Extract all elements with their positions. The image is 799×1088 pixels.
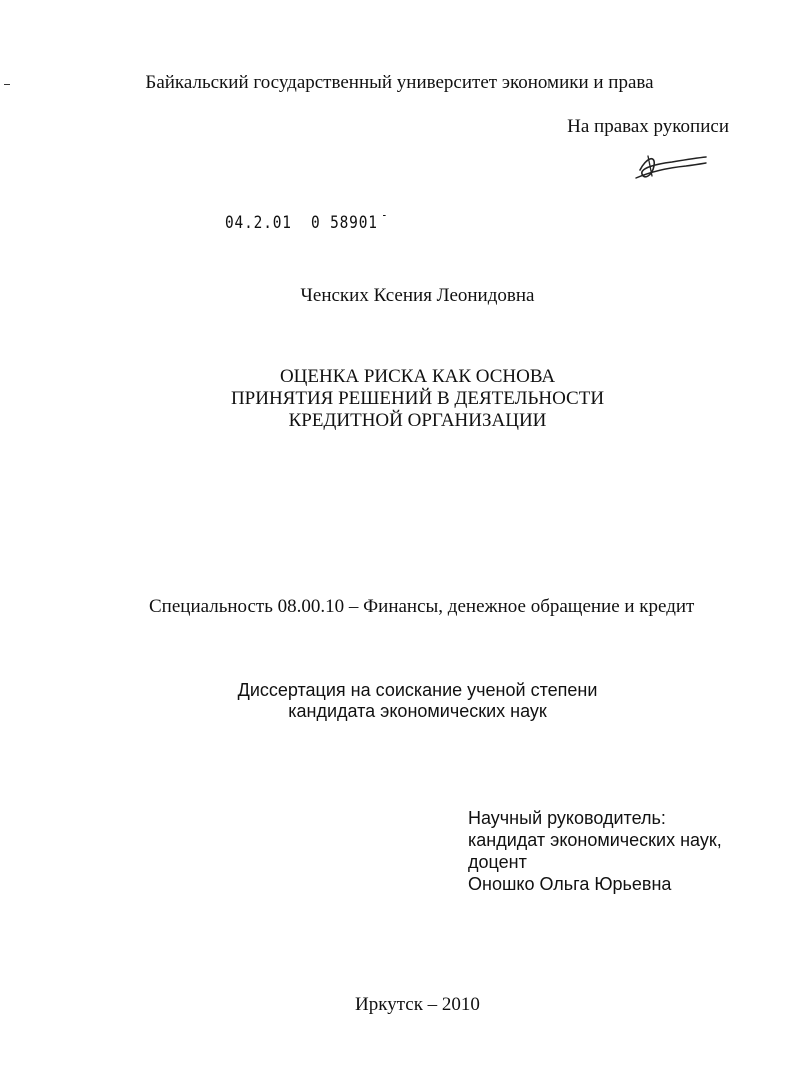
dissertation-title — [0, 366, 799, 432]
supervisor-heading: Научный руководитель: — [468, 808, 666, 828]
supervisor-rank: доцент — [468, 852, 527, 872]
university-name: Байкальский государственный университет экономики и права — [145, 72, 654, 93]
degree-line: кандидата экономических наук — [288, 701, 547, 721]
author-name: Ченских Ксения Леонидовна — [300, 285, 535, 306]
archive-code-mark: - — [381, 208, 389, 222]
title-line: ПРИНЯТИЯ РЕШЕНИЙ В ДЕЯТЕЛЬНОСТИ — [230, 388, 605, 409]
author-signature-icon — [626, 150, 716, 184]
supervisor-block — [468, 807, 722, 895]
supervisor-name: Оношко Ольга Юрьевна — [468, 874, 672, 894]
archive-code-number: 0 58901 — [310, 213, 378, 233]
title-line: ОЦЕНКА РИСКА КАК ОСНОВА — [279, 366, 556, 387]
supervisor-degree: кандидат экономических наук, — [468, 830, 722, 850]
degree-statement — [0, 680, 799, 722]
city-year: Иркутск – 2010 — [355, 994, 480, 1015]
title-line: КРЕДИТНОЙ ОРГАНИЗАЦИИ — [288, 410, 547, 431]
manuscript-rights-note: На правах рукописи — [567, 116, 729, 137]
degree-line: Диссертация на соискание ученой степени — [237, 680, 598, 700]
archive-registration-code — [225, 208, 389, 233]
specialty-line: Специальность 08.00.10 – Финансы, денежное обращение и кредит — [149, 596, 695, 617]
archive-code-prefix: 04.2.01 — [225, 213, 292, 233]
